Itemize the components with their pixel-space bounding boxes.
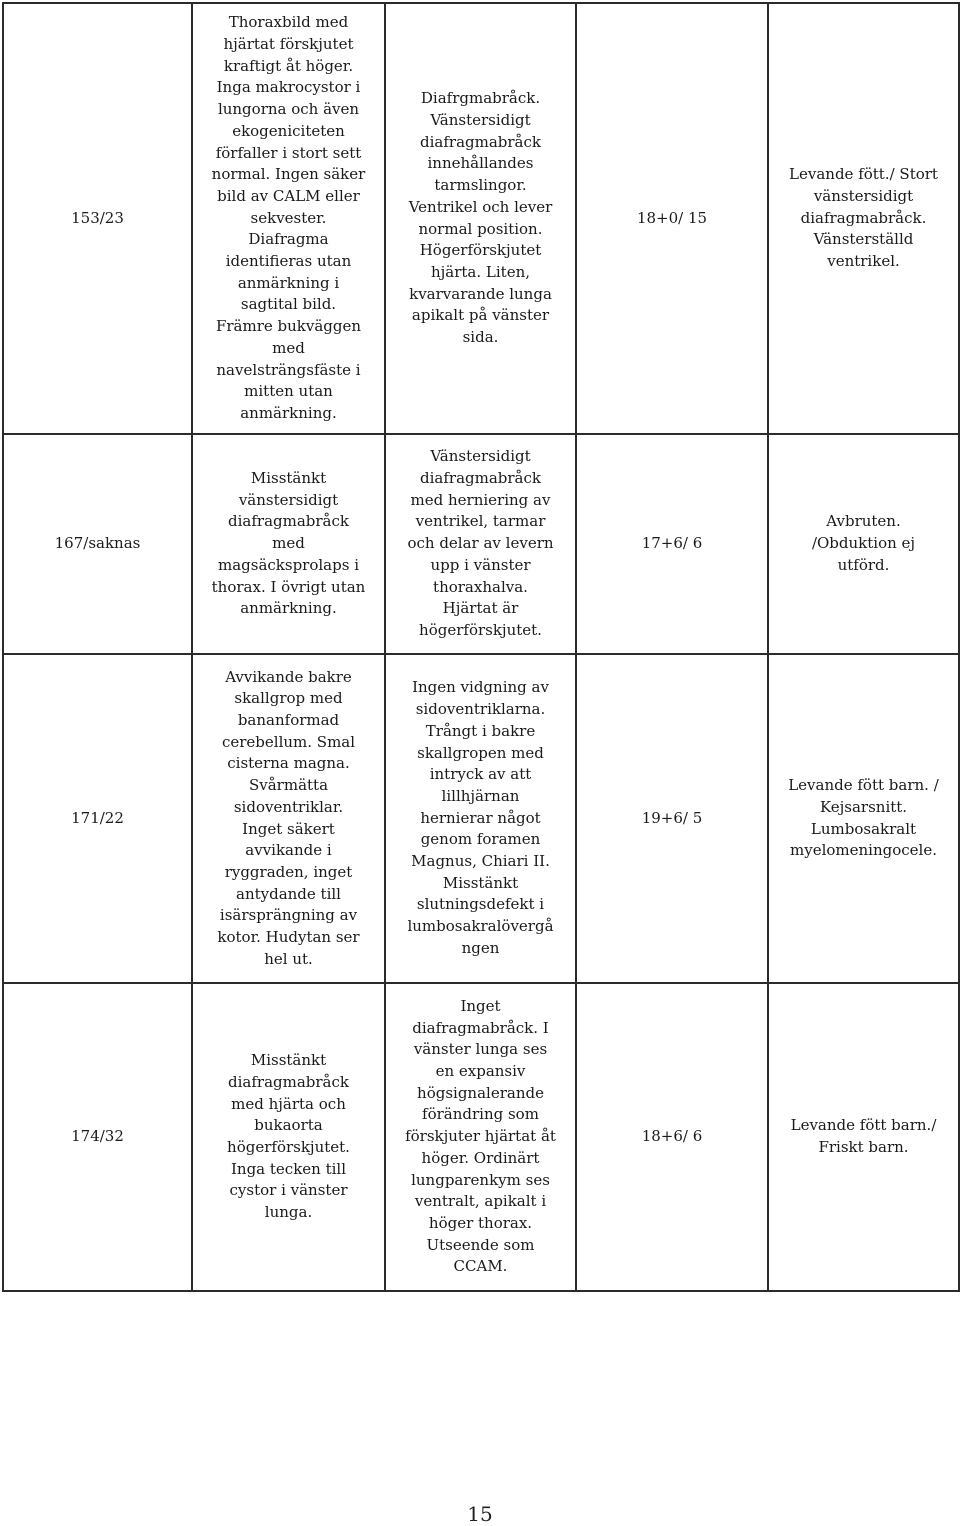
ultrasound-finding: Misstänkt vänstersidigt diafragmabråck med magsäcksprolaps i thorax. I övrigt utan anmärkning.	[211, 469, 366, 618]
table-row	[3, 434, 959, 654]
mri-finding-cell	[385, 3, 576, 434]
mri-finding-cell	[385, 654, 576, 983]
mri-finding: Diafrgmabråck. Vänstersidigt diafragmabråck innehållandes tarmslingor. Ventrikel och lever normal position. Högerförskjutet hjärta. Liten, kvarvarande lunga apikalt på vänster sida.	[408, 89, 553, 347]
case-id: 174/32	[71, 1127, 124, 1146]
case-id-cell	[3, 983, 192, 1291]
case-id-cell	[3, 3, 192, 434]
gestational-age: 18+0/ 15	[636, 208, 708, 227]
gestational-age-cell	[576, 434, 768, 654]
ultrasound-finding-cell	[192, 983, 385, 1291]
gestational-age-cell	[576, 654, 768, 983]
outcome: Avbruten. /Obduktion ej utförd.	[811, 512, 916, 574]
outcome-cell	[768, 434, 959, 654]
ultrasound-finding-cell	[192, 654, 385, 983]
table-row	[3, 3, 959, 434]
table-row	[3, 983, 959, 1291]
ultrasound-finding-cell	[192, 434, 385, 654]
gestational-age: 19+6/ 5	[641, 808, 703, 827]
ultrasound-finding: Thoraxbild med hjärtat förskjutet kraftigt åt höger. Inga makrocystor i lungorna och även ekogeniciteten förfaller i stort sett normal. Ingen säker bild av CALM eller sekvester. Diafragma identifieras utan anmärkning i sagtital bild. Främre bukväggen med navelsträngsfäste i mitten utan anmärkning.	[211, 13, 366, 422]
ultrasound-finding: Misstänkt diafragmabråck med hjärta och bukaorta högerförskjutet. Inga tecken till cystor i vänster lunga.	[227, 1051, 350, 1222]
ultrasound-finding: Avvikande bakre skallgrop med bananformad cerebellum. Smal cisterna magna. Svårmätta sidoventriklar. Inget säkert avvikande i ryggraden, inget antydande till isärsprängning av kotor. Hudytan ser hel ut.	[217, 667, 360, 968]
ultrasound-finding-cell	[192, 3, 385, 434]
mri-finding: Vänstersidigt diafragmabråck med herniering av ventrikel, tarmar och delar av levern upp i vänster thoraxhalva. Hjärtat är högerförskjutet.	[407, 447, 554, 639]
outcome: Levande fött barn. / Kejsarsnitt. Lumbosakralt myelomeningocele.	[788, 776, 939, 860]
outcome-cell	[768, 654, 959, 983]
outcome: Levande fött barn./ Friskt barn.	[790, 1116, 937, 1156]
outcome: Levande fött./ Stort vänstersidigt diafragmabråck. Vänsterställd ventrikel.	[789, 165, 938, 271]
mri-finding-cell	[385, 434, 576, 654]
case-table	[2, 2, 960, 1292]
mri-finding: Inget diafragmabråck. I vänster lunga ses en expansiv högsignalerande förändring som förskjuter hjärtat åt höger. Ordinärt lungparenkym ses ventralt, apikalt i höger thorax. Utseende som CCAM.	[405, 996, 556, 1276]
gestational-age-cell	[576, 983, 768, 1291]
gestational-age: 18+6/ 6	[641, 1127, 703, 1146]
case-id: 171/22	[71, 808, 124, 827]
table-row	[3, 654, 959, 983]
gestational-age-cell	[576, 3, 768, 434]
outcome-cell	[768, 3, 959, 434]
case-id: 167/saknas	[54, 534, 141, 553]
mri-finding-cell	[385, 983, 576, 1291]
mri-finding: Ingen vidgning av sidoventriklarna. Trångt i bakre skallgropen med intryck av att lillhjärnan hernierar något genom foramen Magnus, Chiari II. Misstänkt slutningsdefekt i lumbosakralövergå ngen	[407, 678, 554, 957]
case-id-cell	[3, 654, 192, 983]
page-number: 15	[467, 1502, 493, 1526]
gestational-age: 17+6/ 6	[641, 534, 703, 553]
outcome-cell	[768, 983, 959, 1291]
case-id: 153/23	[71, 208, 124, 227]
case-id-cell	[3, 434, 192, 654]
